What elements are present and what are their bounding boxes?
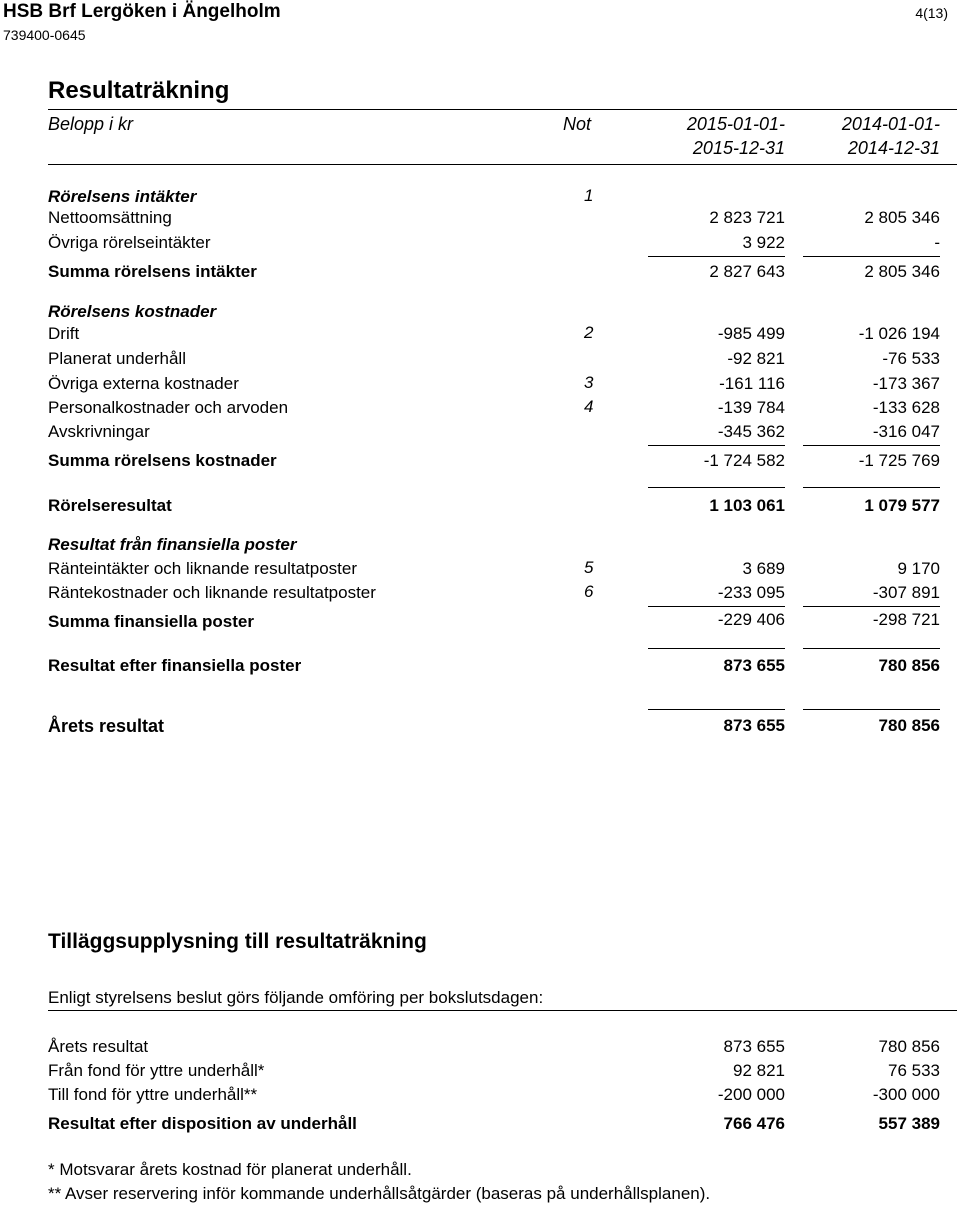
income-sum-current: 2 827 643 <box>709 262 785 281</box>
financial-sum-current: -229 406 <box>717 610 785 629</box>
title-divider <box>48 109 957 110</box>
organization-number: 739400-0645 <box>3 27 86 43</box>
cost-row-current: -345 362 <box>717 422 785 441</box>
cost-row-previous: -173 367 <box>872 374 940 393</box>
supplement-row-label: Årets resultat <box>48 1037 149 1056</box>
cost-row-current: -161 116 <box>719 374 785 393</box>
supplement-total-label: Resultat efter disposition av underhåll <box>48 1114 357 1133</box>
income-row-previous: - <box>934 233 940 252</box>
after-financial-line-previous <box>803 648 940 649</box>
cost-row-label: Personalkostnader och arvoden <box>48 398 289 417</box>
current-period-start: 2015-01-01- <box>686 114 785 134</box>
financial-sum-line-current <box>648 606 785 607</box>
financial-sum-label: Summa finansiella poster <box>48 612 254 631</box>
financial-row-label: Ränteintäkter och liknande resultatposter <box>48 559 358 578</box>
financial-row-current: 3 689 <box>742 559 785 578</box>
income-heading: Rörelsens intäkter <box>48 187 197 206</box>
operating-line-current <box>648 487 785 488</box>
financial-sum-line-previous <box>803 606 940 607</box>
supplement-row-previous: 76 533 <box>888 1061 940 1080</box>
page-number: 4(13) <box>915 5 948 21</box>
cost-row-current: -139 784 <box>717 398 785 417</box>
supplement-title: Tilläggsupplysning till resultaträkning <box>48 930 427 953</box>
financial-row-previous: 9 170 <box>897 559 940 578</box>
costs-sum-line-current <box>648 445 785 446</box>
income-row-current: 2 823 721 <box>709 208 785 227</box>
header-divider <box>48 164 957 165</box>
income-row-label: Nettoomsättning <box>48 208 172 227</box>
supplement-total-previous: 557 389 <box>878 1114 940 1133</box>
cost-row-previous: -76 533 <box>882 349 940 368</box>
result-after-financial-label: Resultat efter finansiella poster <box>48 656 302 675</box>
supplement-row-current: -200 000 <box>717 1085 785 1104</box>
supplement-row-previous: 780 856 <box>878 1037 940 1056</box>
year-result-current: 873 655 <box>723 716 785 735</box>
supplement-row-previous: -300 000 <box>872 1085 940 1104</box>
cost-row-current: -92 821 <box>727 349 785 368</box>
supplement-row-label: Från fond för yttre underhåll* <box>48 1061 265 1080</box>
page-title: Resultaträkning <box>48 77 230 104</box>
cost-row-note: 2 <box>584 323 594 342</box>
financial-row-current: -233 095 <box>717 583 785 602</box>
note-label: Not <box>563 114 592 134</box>
operating-result-current: 1 103 061 <box>709 496 785 515</box>
cost-row-previous: -1 026 194 <box>858 324 940 343</box>
year-result-line-previous <box>803 709 940 710</box>
cost-row-label: Övriga externa kostnader <box>48 374 239 393</box>
supplement-divider <box>48 1010 957 1011</box>
financial-row-label: Räntekostnader och liknande resultatposter <box>48 583 376 602</box>
supplement-row-label: Till fond för yttre underhåll** <box>48 1085 258 1104</box>
costs-sum-current: -1 724 582 <box>703 451 785 470</box>
footnote: * Motsvarar årets kostnad för planerat underhåll. <box>48 1160 412 1179</box>
cost-row-note: 3 <box>584 373 594 392</box>
financial-row-previous: -307 891 <box>872 583 940 602</box>
cost-row-previous: -316 047 <box>872 422 940 441</box>
cost-row-label: Drift <box>48 324 80 343</box>
operating-result-label: Rörelseresultat <box>48 496 172 515</box>
year-result-line-current <box>648 709 785 710</box>
result-after-financial-current: 873 655 <box>723 656 785 675</box>
organization-name: HSB Brf Lergöken i Ängelholm <box>3 1 281 22</box>
cost-row-label: Planerat underhåll <box>48 349 186 368</box>
after-financial-line-current <box>648 648 785 649</box>
costs-heading: Rörelsens kostnader <box>48 302 217 321</box>
cost-row-previous: -133 628 <box>872 398 940 417</box>
operating-result-previous: 1 079 577 <box>864 496 940 515</box>
income-row-current: 3 922 <box>742 233 785 252</box>
income-sum-label: Summa rörelsens intäkter <box>48 262 257 281</box>
income-sum-previous: 2 805 346 <box>864 262 940 281</box>
financial-sum-previous: -298 721 <box>872 610 940 629</box>
previous-period-end: 2014-12-31 <box>847 138 940 158</box>
result-after-financial-previous: 780 856 <box>878 656 940 675</box>
income-row-label: Övriga rörelseintäkter <box>48 233 211 252</box>
supplement-row-current: 873 655 <box>723 1037 785 1056</box>
amount-label: Belopp i kr <box>48 114 134 134</box>
costs-sum-label: Summa rörelsens kostnader <box>48 451 277 470</box>
supplement-total-current: 766 476 <box>723 1114 785 1133</box>
financial-heading: Resultat från finansiella poster <box>48 535 297 554</box>
financial-row-note: 6 <box>584 582 594 601</box>
income-sum-line-previous <box>803 256 940 257</box>
supplement-intro: Enligt styrelsens beslut görs följande omföring per bokslutsdagen: <box>48 988 544 1007</box>
cost-row-current: -985 499 <box>717 324 785 343</box>
cost-row-label: Avskrivningar <box>48 422 150 441</box>
year-result-previous: 780 856 <box>878 716 940 735</box>
financial-row-note: 5 <box>584 558 594 577</box>
supplement-row-current: 92 821 <box>733 1061 785 1080</box>
operating-line-previous <box>803 487 940 488</box>
income-note: 1 <box>584 186 594 205</box>
cost-row-note: 4 <box>584 397 594 416</box>
current-period-end: 2015-12-31 <box>692 138 785 158</box>
previous-period-start: 2014-01-01- <box>841 114 940 134</box>
costs-sum-previous: -1 725 769 <box>858 451 940 470</box>
income-row-previous: 2 805 346 <box>864 208 940 227</box>
year-result-label: Årets resultat <box>48 716 165 736</box>
costs-sum-line-previous <box>803 445 940 446</box>
income-sum-line-current <box>648 256 785 257</box>
footnote: ** Avser reservering inför kommande underhållsåtgärder (baseras på underhållsplanen). <box>48 1184 711 1203</box>
